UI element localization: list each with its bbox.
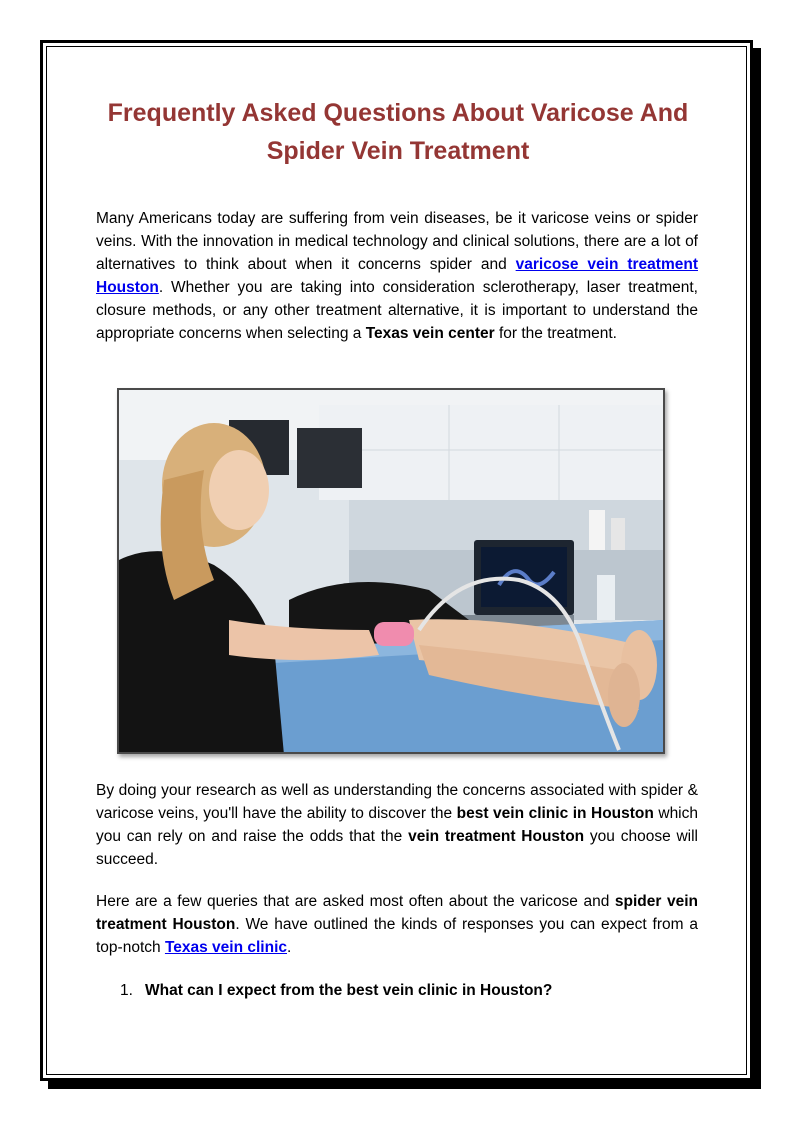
research-text-3: you choose will succeed. xyxy=(96,828,698,868)
research-bold-2: vein treatment Houston xyxy=(408,828,585,845)
page-title: Frequently Asked Questions About Varicose And Spider Vein Treatment xyxy=(107,99,689,165)
faq-number: 1. xyxy=(120,982,133,999)
research-paragraph xyxy=(96,779,698,871)
research-text-2: which you can rely on and raise the odds that the xyxy=(96,805,699,845)
faq-list xyxy=(120,979,680,1002)
intro-text-2: . Whether you are taking into consideration sclerotherapy, laser treatment, closure methods, or any other treatment alternative, it is important to understand the appropriate concerns when selecting a xyxy=(96,279,698,342)
intro-text-1: Many Americans today are suffering from vein diseases, be it varicose veins or spider veins. With the innovation in medical technology and clinical solutions, there are a lot of alternatives to think about when it concerns spider and xyxy=(96,210,698,273)
intro-text-3: for the treatment. xyxy=(494,325,617,342)
queries-text-1: Here are a few queries that are asked most often about the varicose and xyxy=(96,893,615,910)
varicose-vein-treatment-link[interactable]: varicose vein treatment Houston xyxy=(96,256,698,296)
queries-text-2: . We have outlined the kinds of responses you can expect from a top-notch xyxy=(96,916,698,956)
research-text-1: By doing your research as well as understanding the concerns associated with spider & varicose veins, you'll have the ability to discover the xyxy=(96,782,698,822)
queries-text-3: . xyxy=(287,939,292,956)
faq-item xyxy=(120,979,680,1002)
queries-bold-1: spider vein treatment Houston xyxy=(96,893,698,933)
queries-paragraph xyxy=(96,890,698,959)
faq-question: What can I expect from the best vein clinic in Houston? xyxy=(145,982,553,999)
texas-vein-clinic-link[interactable]: Texas vein clinic xyxy=(164,939,287,956)
research-bold-1: best vein clinic in Houston xyxy=(456,805,654,822)
intro-bold-1: Texas vein center xyxy=(365,325,495,342)
vein-ultrasound-photo xyxy=(117,388,665,754)
intro-paragraph xyxy=(96,207,698,345)
